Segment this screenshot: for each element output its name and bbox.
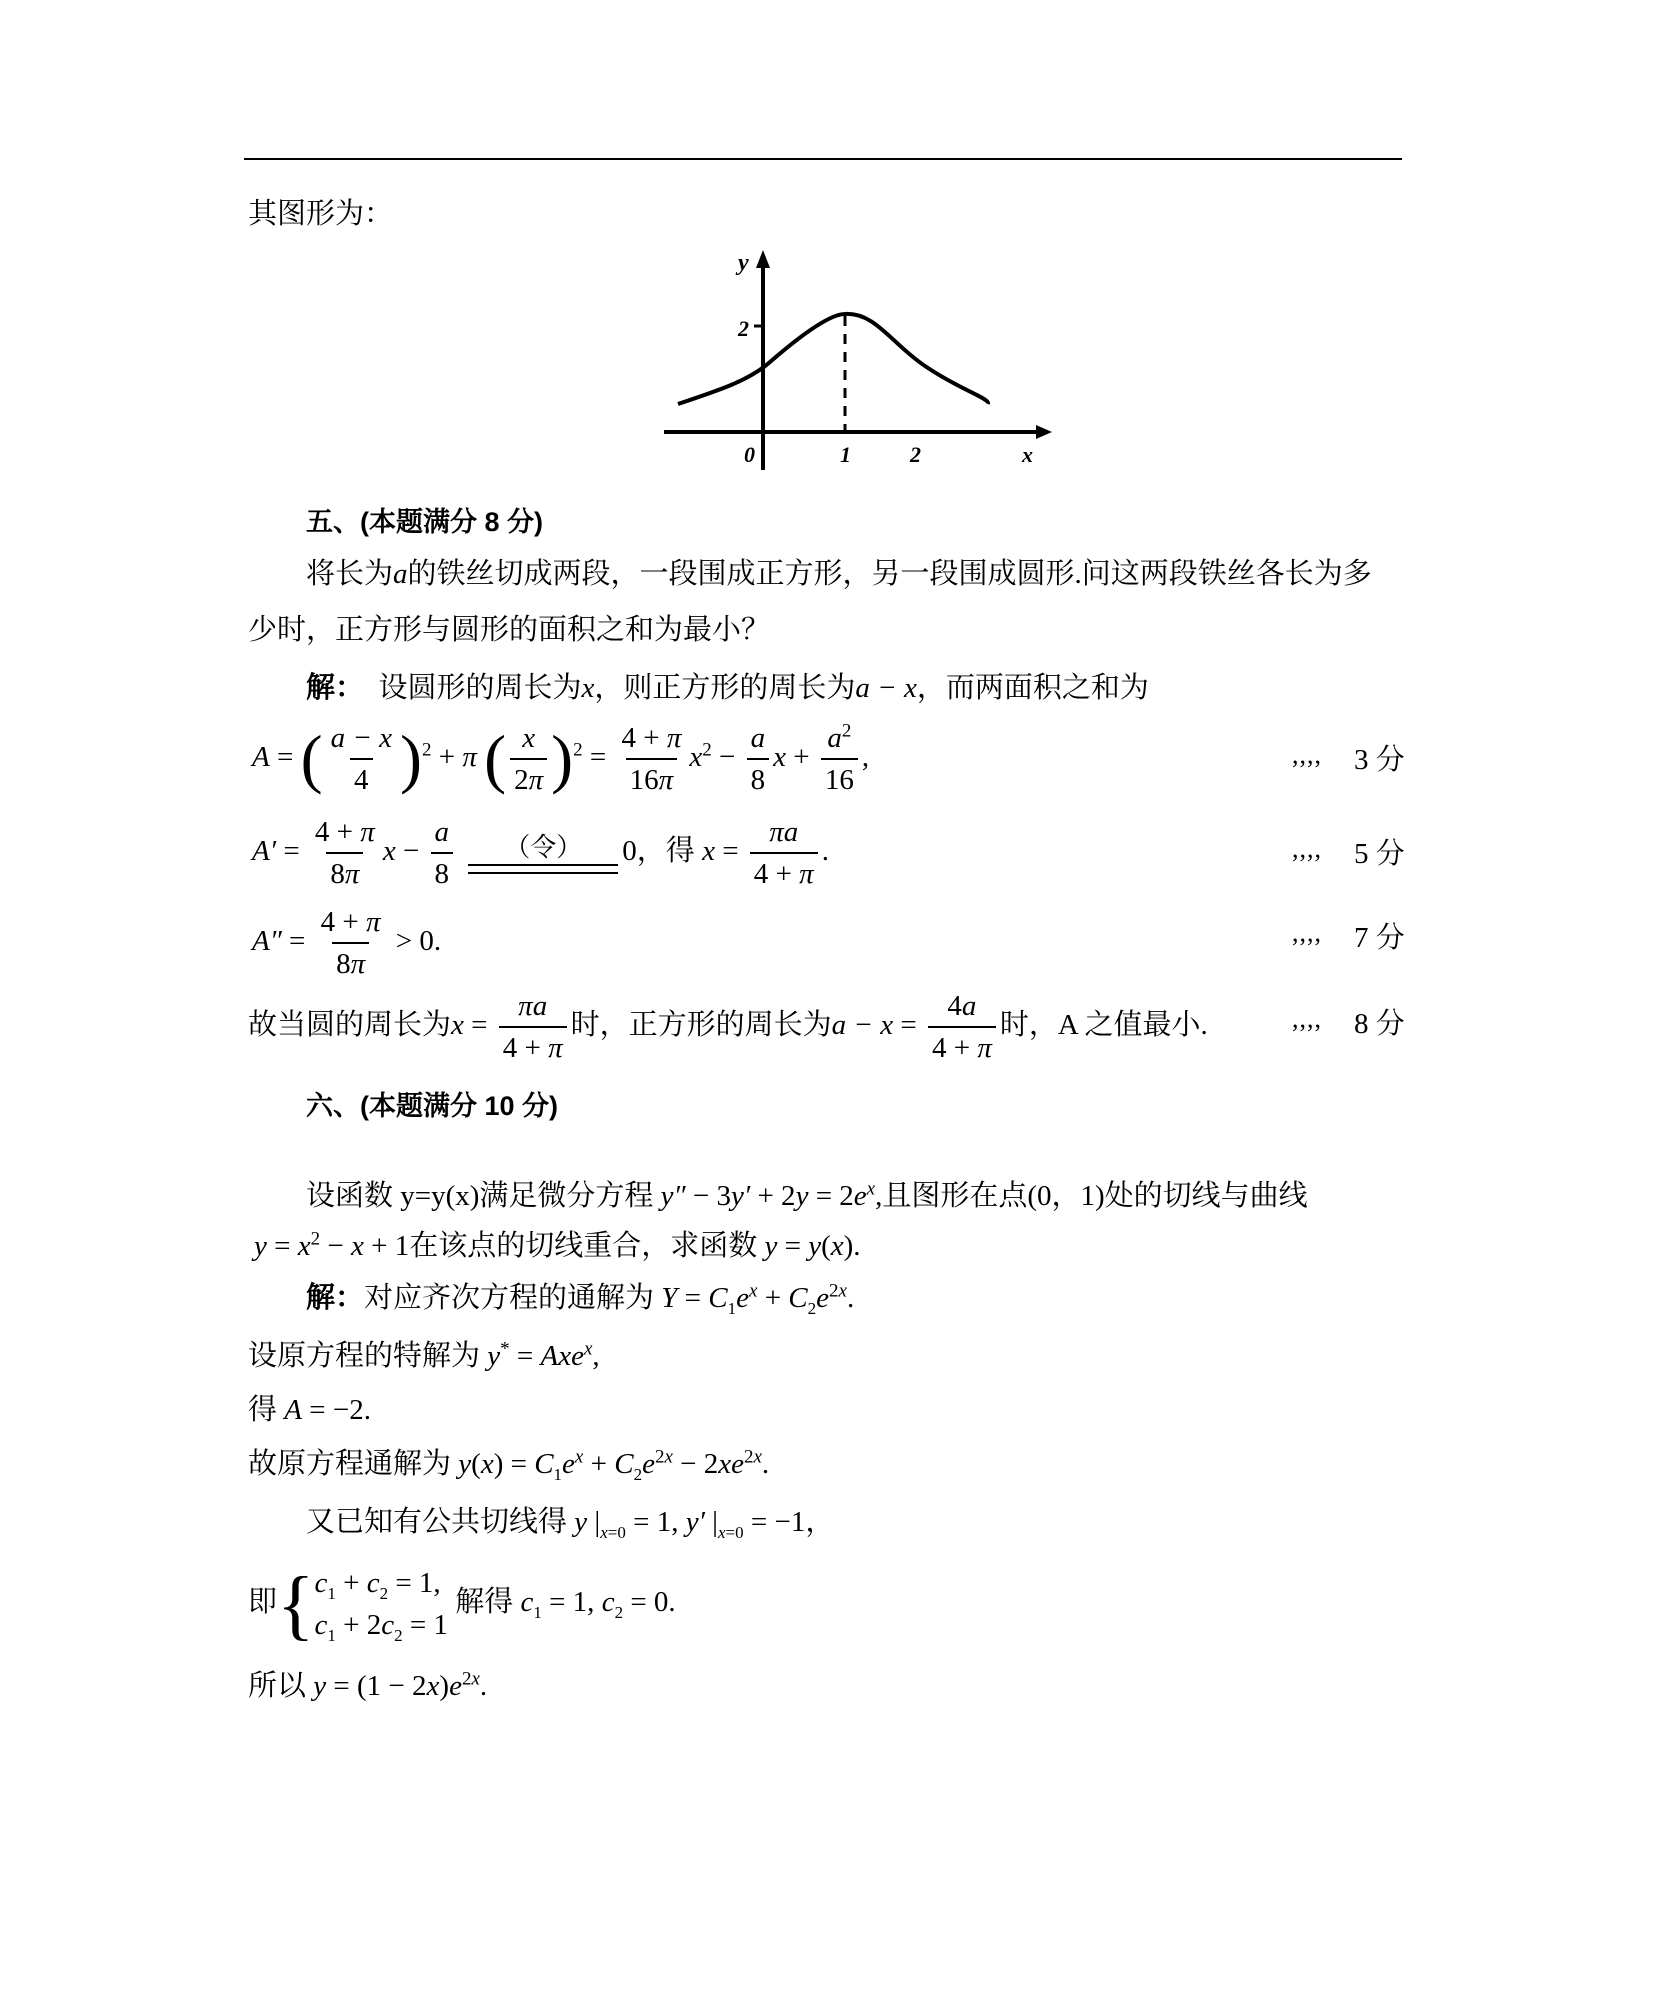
section-5-heading: 五、(本题满分 8 分)	[306, 507, 544, 537]
section-6-heading: 六、(本题满分 10 分)	[306, 1091, 559, 1121]
section-5-conclusion: 故当圆的周长为x = $\frac{\pi a}{4 + \pi}$ 时，正方形的周长为a − x = $\frac{4a}{4 + \pi}$ 时，A 之值最小.	[248, 980, 1208, 1070]
header-rule	[244, 158, 1402, 160]
dots-5: ,,,,	[1292, 834, 1322, 863]
x-tick-label-2: 2	[910, 442, 921, 467]
section-6-solution-line-2: 设原方程的特解为 y* = Axe$^x$,	[248, 1338, 600, 1372]
curve	[678, 314, 988, 404]
section-5-problem-line-1: 将长为a的铁丝切成两段，一段围成正方形，另一段围成圆形.问这两段铁丝各长为多	[306, 558, 1372, 590]
dots-3: ,,,,	[1292, 740, 1322, 769]
x-axis-arrow	[1036, 425, 1052, 439]
score-5: 5 分	[1354, 838, 1405, 870]
area-equation: A = ( $\frac{a - x}{4}$ )$^2$ + π ( $\frac{x}{2\pi}$ )$^2$ = $\frac{4 + \pi}{16\pi}$ $x^2$ − $\frac{a}{8}$ x + $\frac{a^2}{16}$ ,	[252, 712, 869, 802]
section-6-solution-line-1: 解：对应齐次方程的通解为 $Y = C_1e^x + C_2e^{2x}$.	[306, 1280, 855, 1318]
score-7: 7 分	[1354, 922, 1405, 954]
section-6-solution-line-6: 即{ $c_1 + c_2 = 1$, $c_1 + 2c_2 = 1$ 解得 $c_1 = 1$, $c_2 = 0$.	[248, 1560, 676, 1648]
dots-7: ,,,,	[1292, 918, 1322, 947]
section-6-solution-line-4: 故原方程通解为 $y(x) = C_1e^x + C_2e^{2x} - 2xe^{2x}$.	[248, 1446, 770, 1484]
section-5-problem-line-2: 少时，正方形与圆形的面积之和为最小？	[248, 614, 771, 646]
x-axis-label: x	[1022, 442, 1033, 467]
score-3: 3 分	[1354, 744, 1405, 776]
section-6-problem-line-2: $y = x^2 - x + 1$在该点的切线重合，求函数 y = y(x).	[254, 1228, 861, 1262]
y-axis-label: y	[738, 250, 749, 276]
section-6-solution-line-5: 又已知有公共切线得 y $|_{x=0} = 1$, y′ $|_{x=0} = -1$，	[306, 1506, 835, 1542]
graph-intro-text: 其图形为：	[248, 198, 394, 230]
section-6-problem-line-1: 设函数 y=y(x)满足微分方程 $y'' - 3y' + 2y = 2e^x$,且图形在点(0，1)处的切线与曲线	[306, 1178, 1308, 1212]
y-axis-arrow	[756, 250, 770, 268]
dots-8: ,,,,	[1292, 1004, 1322, 1033]
first-derivative-equation: A′ = $\frac{4 + \pi}{8\pi}$ x − $\frac{a}{8}$ （令） 0，得 x = $\frac{\pi a}{4 + \pi}$ .	[252, 806, 829, 896]
second-derivative-equation: A″ = $\frac{4 + \pi}{8\pi}$ > 0.	[252, 896, 441, 986]
function-graph	[660, 240, 1060, 480]
score-8: 8 分	[1354, 1008, 1405, 1040]
section-6-solution-line-3: 得 A = −2.	[248, 1394, 371, 1426]
section-6-solution-line-7: 所以 $y = (1 - 2x)e^{2x}$.	[248, 1668, 488, 1702]
section-5-solution-intro: 解： 设圆形的周长为x，则正方形的周长为a − x，而两面积之和为	[306, 672, 1149, 704]
y-tick-label-2: 2	[738, 316, 749, 341]
origin-label: 0	[744, 442, 755, 467]
x-tick-label-1: 1	[840, 442, 851, 467]
